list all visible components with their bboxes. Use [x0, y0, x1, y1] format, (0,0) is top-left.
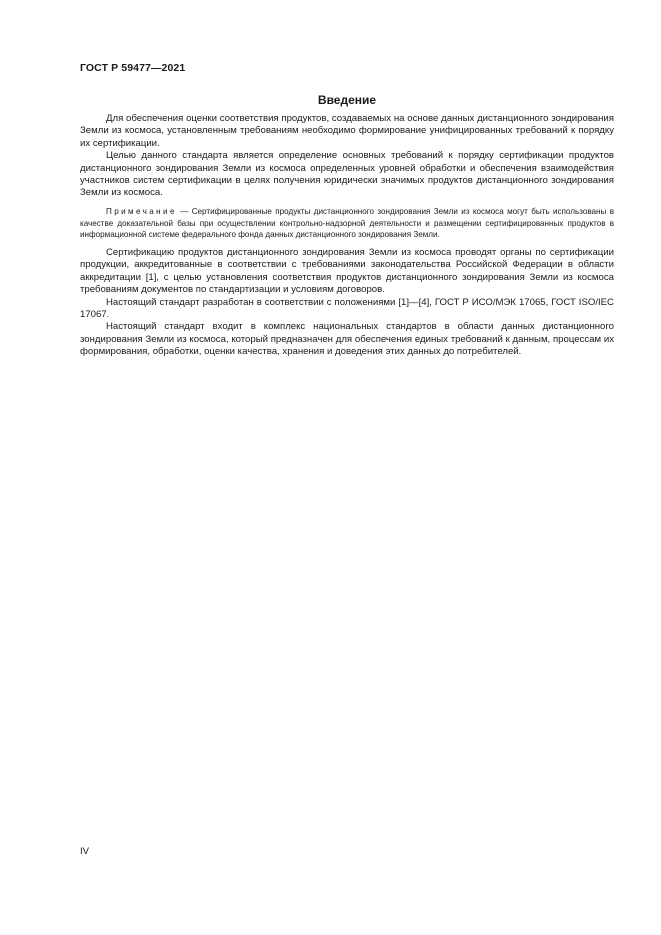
document-header: ГОСТ Р 59477—2021: [80, 62, 186, 74]
paragraph: Для обеспечения оценки соответствия продуктов, создаваемых на основе данных дистанционного зондирования Земли из космоса, установленным требованиям необходимо формирование унифицированных требований к порядку их сертификации.: [80, 113, 614, 149]
paragraph: Целью данного стандарта является определение основных требований к порядку сертификации продуктов дистанционного зондирования Земли из космоса определенных уровней обработки и обеспечения взаимодействия участников систем сертификации в целях получения юридически значимых продуктов дистанционного зондирования Земли из космоса.: [80, 150, 614, 199]
note-label: Примечание: [106, 206, 177, 216]
page-number: IV: [80, 846, 90, 857]
document-body: [80, 113, 614, 359]
note: [80, 206, 614, 241]
paragraph: Сертификацию продуктов дистанционного зондирования Земли из космоса проводят органы по сертификации продукции, аккредитованные в соответствии с требованиями законодательства Российской Федерации в области аккредитации [1], с целью установления соответствия продуктов дистанционного зондирования Земли из космоса требованиям документов по стандартизации и условиям договоров.: [80, 246, 614, 296]
paragraph: Настоящий стандарт входит в комплекс национальных стандартов в области данных дистанционного зондирования Земли из космоса, который предназначен для обеспечения единых требований к данным, процессам их формирования, обработки, оценки качества, хранения и доведения этих данных до потребителей.: [80, 321, 614, 358]
section-title: Введение: [317, 93, 377, 107]
note-text: — Сертифицированные продукты дистанционного зондирования Земли из космоса могут быть использованы в качестве доказательной базы при осуществлении контрольно-надзорной деятельности и размещении сертифицированных продуктов в информационной системе федерального фонда данных дистанционного зондирования Земли.: [80, 206, 614, 240]
paragraph: Настоящий стандарт разработан в соответствии с положениями [1]—[4], ГОСТ Р ИСО/МЭК 17065, ГОСТ ISO/IEC 17067.: [80, 296, 614, 320]
